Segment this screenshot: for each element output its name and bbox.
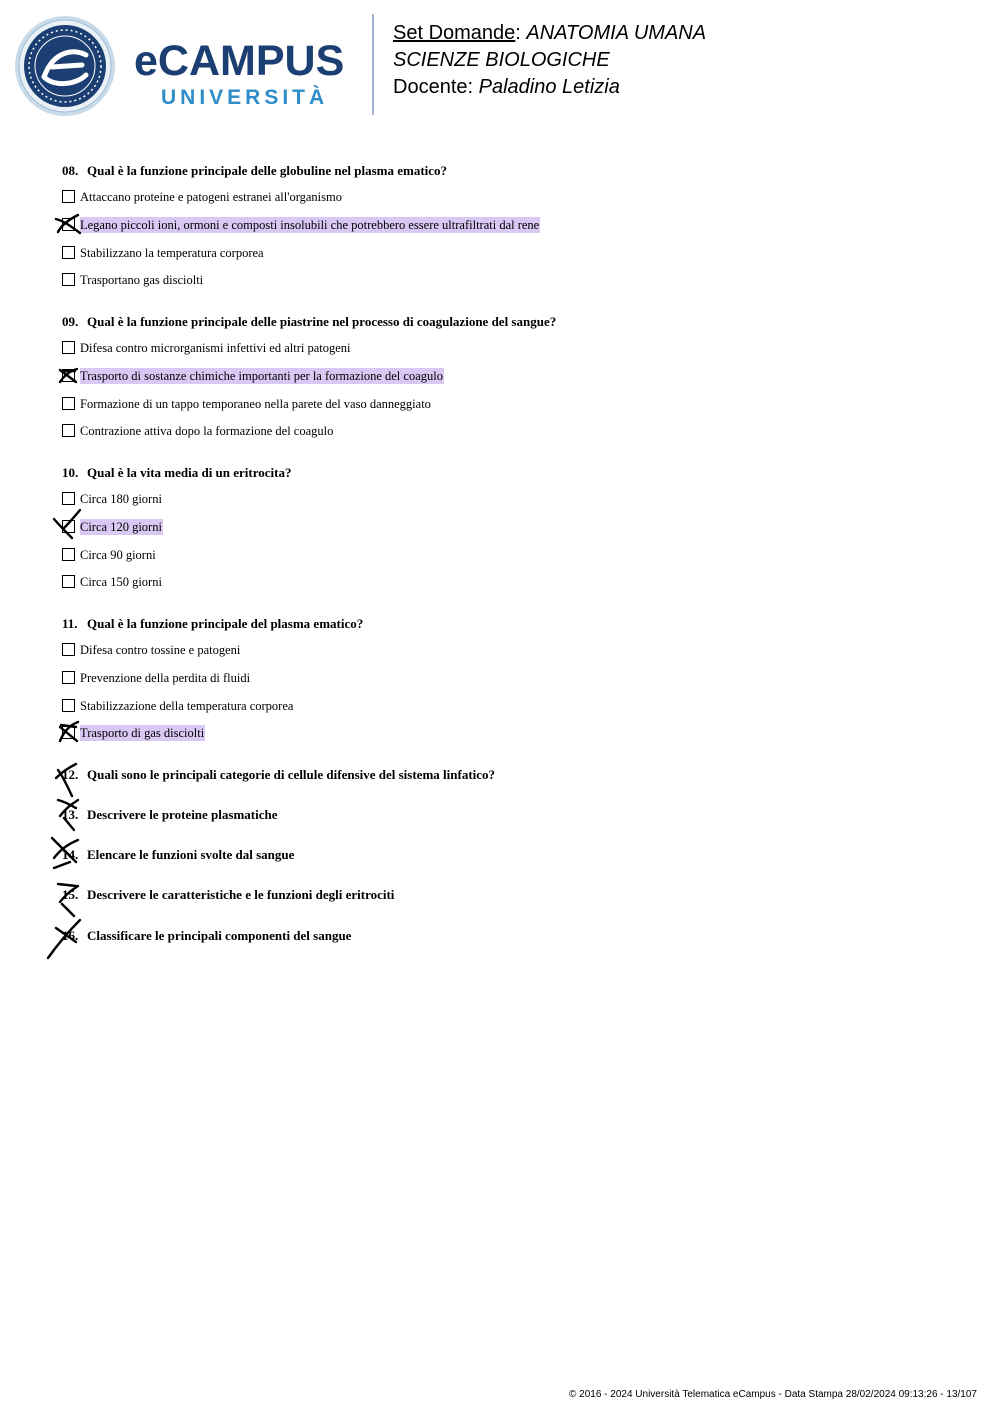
option-text: Attaccano proteine e patogeni estranei all'organismo <box>80 190 342 204</box>
logo-subtext: UNIVERSITÀ <box>161 86 329 109</box>
question-text: Quali sono le principali categorie di cellule difensive del sistema linfatico? <box>87 767 496 782</box>
question-number: 15. <box>62 887 79 902</box>
teacher-name: Paladino Letizia <box>478 76 620 98</box>
question-text: Qual è la funzione principale delle piastrine nel processo di coagulazione del sangue? <box>87 314 557 329</box>
question-number: 10. <box>62 465 79 480</box>
option-text-highlighted: Trasporto di sostanze chimiche importanti per la formazione del coagulo <box>80 369 443 383</box>
question-text: Classificare le principali componenti del sangue <box>87 928 352 943</box>
question-text: Descrivere le proteine plasmatiche <box>87 807 278 822</box>
ink-mark-09 <box>60 369 77 382</box>
ink-mark-11 <box>60 722 78 741</box>
question-number: 11. <box>62 616 78 631</box>
question-number: 08. <box>62 163 79 178</box>
ink-mark-12 <box>56 764 76 796</box>
option-text: Stabilizzazione della temperatura corporea <box>80 699 294 713</box>
course-name: ANATOMIA UMANA <box>526 22 707 44</box>
option-text: Circa 90 giorni <box>80 548 156 562</box>
ink-mark-13 <box>58 800 78 830</box>
question-text: Descrivere le caratteristiche e le funzioni degli eritrociti <box>87 887 395 902</box>
teacher-line: Docente: Paladino Letizia <box>393 76 620 98</box>
option-text-highlighted: Trasporto di gas disciolti <box>80 726 205 740</box>
logo-text: eCAMPUS <box>134 37 345 85</box>
option-text: Circa 180 giorni <box>80 492 162 506</box>
question-number: 09. <box>62 314 79 329</box>
question-number: 16. <box>62 928 79 943</box>
option-text: Difesa contro tossine e patogeni <box>80 643 241 657</box>
ink-mark-15 <box>58 884 78 916</box>
question-text: Qual è la funzione principale delle globuline nel plasma ematico? <box>87 163 448 178</box>
option-text: Stabilizzano la temperatura corporea <box>80 246 264 260</box>
option-text: Circa 150 giorni <box>80 575 162 589</box>
question-number: 13. <box>62 807 79 822</box>
degree-name: SCIENZE BIOLOGICHE <box>393 49 610 71</box>
option-text: Trasportano gas disciolti <box>80 273 204 287</box>
question-text: Qual è la vita media di un eritrocita? <box>87 465 292 480</box>
set-line: Set Domande: ANATOMIA UMANA <box>393 22 707 44</box>
option-text: Formazione di un tappo temporaneo nella parete del vaso danneggiato <box>80 397 431 411</box>
ink-mark-10 <box>54 510 80 538</box>
option-text-highlighted: Circa 120 giorni <box>80 520 162 534</box>
page-footer: © 2016 - 2024 Università Telematica eCampus - Data Stampa 28/02/2024 09:13:26 - 13/107 <box>569 1389 977 1400</box>
ink-mark-08 <box>56 215 80 233</box>
question-number: 12. <box>62 767 79 782</box>
option-text-highlighted: Legano piccoli ioni, ormoni e composti insolubili che potrebbero essere ultrafiltrati dal rene <box>80 218 540 232</box>
question-number: 14. <box>62 847 79 862</box>
ink-mark-14 <box>52 838 78 868</box>
option-text: Contrazione attiva dopo la formazione del coagulo <box>80 424 334 438</box>
option-text: Difesa contro microrganismi infettivi ed altri patogeni <box>80 341 351 355</box>
option-text: Prevenzione della perdita di fluidi <box>80 671 251 685</box>
teacher-label: Docente <box>393 76 468 98</box>
question-text: Qual è la funzione principale del plasma ematico? <box>87 616 364 631</box>
set-label: Set Domande <box>393 22 516 44</box>
question-text: Elencare le funzioni svolte dal sangue <box>87 847 295 862</box>
ink-mark-16 <box>48 920 80 958</box>
